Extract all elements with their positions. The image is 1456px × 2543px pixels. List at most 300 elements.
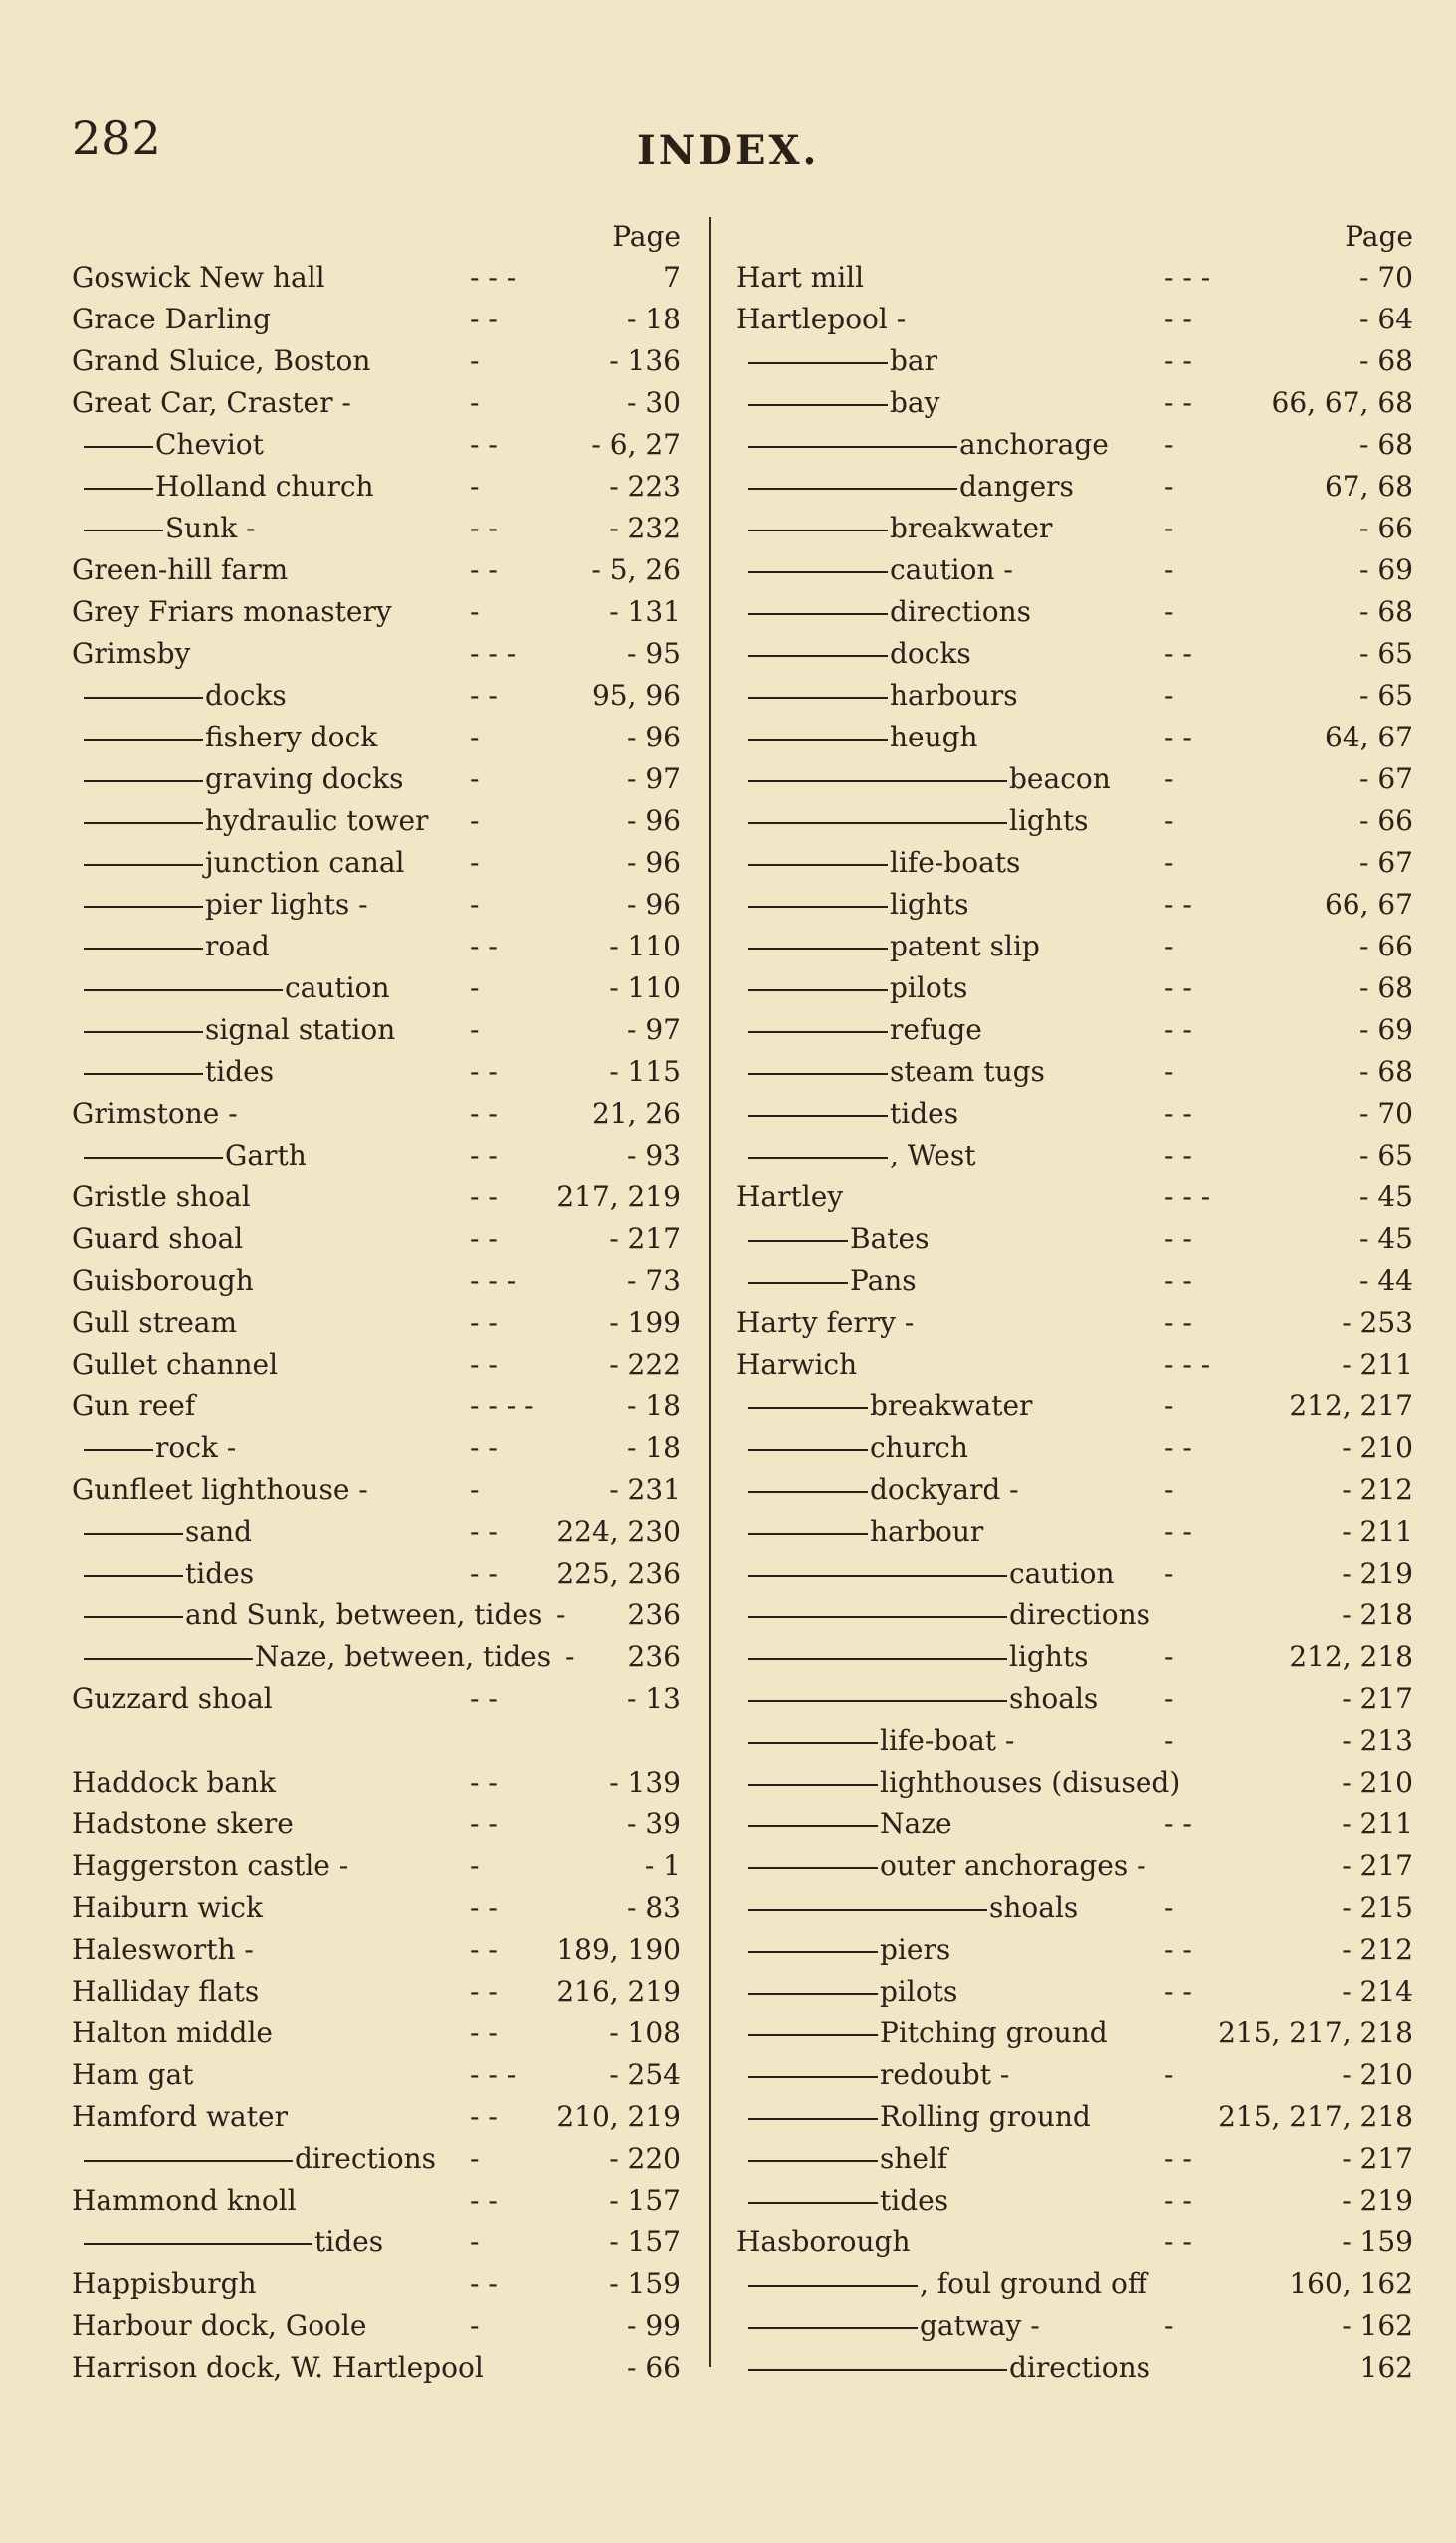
index-term-text: bay <box>890 386 940 419</box>
index-term-text: Halliday flats <box>72 1975 260 2008</box>
index-term-text: tides <box>890 1097 959 1130</box>
index-term-text: Haiburn wick <box>72 1891 263 1924</box>
index-entry <box>736 2138 1413 2180</box>
running-head: INDEX. <box>637 127 820 174</box>
ditto-dash <box>748 739 888 741</box>
leader-dashes: - - <box>1164 1975 1192 2008</box>
index-term-text: shelf <box>880 2142 948 2175</box>
index-entry <box>72 257 681 299</box>
page-reference: - 96 <box>627 888 681 921</box>
index-term <box>72 1887 263 1929</box>
ditto-dash <box>748 1407 868 1409</box>
ditto-dash <box>748 2034 878 2036</box>
index-entry <box>72 1385 681 1427</box>
leader-dashes: - - <box>470 2184 498 2217</box>
leader-dashes: - - <box>470 1097 498 1130</box>
page-reference: 95, 96 <box>591 679 681 712</box>
index-term <box>736 1176 843 1218</box>
page-reference: 67, 68 <box>1324 470 1413 503</box>
page-reference: - 211 <box>1342 1807 1413 1840</box>
page-reference: - 159 <box>1342 2225 1413 2258</box>
page-reference: - 231 <box>609 1473 681 1506</box>
ditto-dash <box>84 989 283 991</box>
index-term <box>72 1469 368 1511</box>
index-term <box>748 1093 958 1135</box>
leader-dashes: - <box>1164 846 1174 879</box>
index-term-text: Garth <box>225 1139 307 1171</box>
leader-dashes: - - <box>470 1891 498 1924</box>
index-term <box>748 1009 982 1051</box>
leader-dashes: - - <box>1164 971 1192 1004</box>
leader-dashes: - <box>1164 1724 1174 1757</box>
index-term-text: Guard shoal <box>72 1222 244 1255</box>
index-term-text: Harrison dock, W. Hartlepool <box>72 2351 484 2384</box>
index-term <box>748 758 1111 800</box>
ditto-dash <box>748 780 1007 782</box>
index-term-text: Grand Sluice, Boston <box>72 344 371 377</box>
index-term <box>84 508 256 549</box>
index-entry <box>72 633 681 675</box>
index-term <box>84 1553 254 1594</box>
index-term <box>748 382 939 424</box>
index-entry <box>736 508 1413 549</box>
ditto-dash <box>84 488 153 490</box>
leader-dashes: - <box>470 971 480 1004</box>
leader-dashes: - - - <box>470 637 517 670</box>
leader-dashes: - - <box>470 1348 498 1380</box>
index-entry <box>736 2180 1413 2222</box>
index-entry <box>736 2054 1413 2096</box>
page-reference: 189, 190 <box>556 1933 681 1966</box>
index-term <box>748 1218 929 1260</box>
index-term-text: caution <box>285 971 390 1004</box>
leader-dashes: - - <box>470 1557 498 1589</box>
index-entry <box>72 508 681 549</box>
index-term-text: Guisborough <box>72 1264 254 1297</box>
index-entry <box>72 967 681 1009</box>
ditto-dash <box>84 948 203 950</box>
index-entry <box>736 800 1413 842</box>
index-term <box>84 466 374 508</box>
index-entry <box>72 1971 681 2013</box>
ditto-dash <box>748 1700 1007 1702</box>
index-term-text: caution <box>1009 1557 1115 1589</box>
index-term-text: Pans <box>850 1264 917 1297</box>
index-term <box>72 1218 243 1260</box>
leader-dashes: - <box>1164 930 1174 962</box>
ditto-dash <box>84 1533 183 1535</box>
leader-dashes: - <box>470 804 480 837</box>
page-reference: - 215 <box>1342 1891 1413 1924</box>
index-term-text: outer anchorages - <box>880 1849 1146 1882</box>
index-term <box>72 2263 257 2305</box>
page-reference: - 157 <box>609 2184 681 2217</box>
page-reference: - 68 <box>1359 344 1413 377</box>
index-entry <box>72 1887 681 1929</box>
index-entry <box>72 758 681 800</box>
leader-dashes: - <box>470 2309 480 2342</box>
ditto-dash <box>84 906 203 908</box>
page-reference: - 65 <box>1359 637 1413 670</box>
index-term <box>72 1302 237 1344</box>
ditto-dash <box>84 2160 293 2162</box>
leader-dashes: - - <box>1164 2142 1192 2175</box>
index-term <box>84 2138 436 2180</box>
leader-dashes: - - <box>470 930 498 962</box>
leader-dashes: - - - - <box>470 1389 534 1422</box>
index-term-text: tides <box>185 1557 255 1589</box>
leader-dashes: - - <box>1164 344 1192 377</box>
leader-dashes: - - <box>1164 888 1192 921</box>
page-reference: - 131 <box>609 595 681 628</box>
page-reference: 64, 67 <box>1324 721 1413 753</box>
leader-dashes: - <box>1164 1557 1174 1589</box>
index-entry <box>736 1803 1413 1845</box>
index-term <box>736 2222 911 2263</box>
index-term <box>748 1427 968 1469</box>
index-entry <box>72 1427 681 1469</box>
leader-dashes: - <box>1164 470 1174 503</box>
leader-dashes: - - <box>470 1515 498 1548</box>
index-entry <box>72 2222 681 2263</box>
page-reference: - 18 <box>627 1389 681 1422</box>
page-reference: - 219 <box>1342 1557 1413 1589</box>
index-entry <box>72 2263 681 2305</box>
index-column-left <box>72 217 681 2389</box>
index-term-text: signal station <box>205 1013 396 1046</box>
page-reference: - 67 <box>1359 762 1413 795</box>
index-term-text: directions <box>1009 1598 1150 1631</box>
index-term-text: Gull stream <box>72 1306 238 1339</box>
index-entry <box>736 340 1413 382</box>
page-reference: - 66 <box>1359 804 1413 837</box>
page-reference: - 64 <box>1359 303 1413 335</box>
page-reference: 236 <box>627 1598 681 1631</box>
index-term <box>748 591 1031 633</box>
index-entry <box>72 340 681 382</box>
index-term-text: redoubt - <box>880 2058 1010 2091</box>
index-term <box>72 299 271 340</box>
index-term <box>84 1594 542 1636</box>
index-term <box>72 1344 278 1385</box>
index-term <box>72 1803 294 1845</box>
page-reference: - 69 <box>1359 553 1413 586</box>
leader-dashes: - <box>470 344 480 377</box>
index-entry <box>72 1678 681 1720</box>
index-entry <box>72 2180 681 2222</box>
index-term-text: Naze <box>880 1807 952 1840</box>
index-term <box>84 2222 383 2263</box>
index-entry <box>72 382 681 424</box>
page-reference: - 217 <box>609 1222 681 1255</box>
page-reference: - 45 <box>1359 1180 1413 1213</box>
page-reference: - 97 <box>627 762 681 795</box>
leader-dashes: - - <box>470 1222 498 1255</box>
index-term <box>748 2347 1150 2389</box>
ditto-dash <box>84 697 203 699</box>
index-term <box>748 967 967 1009</box>
index-entry <box>72 1009 681 1051</box>
leader-dashes: - - - <box>1164 261 1211 294</box>
index-term-text: junction canal <box>205 846 405 879</box>
index-entry <box>72 1636 681 1678</box>
page-reference: - 65 <box>1359 1139 1413 1171</box>
index-term-text: Gunfleet lighthouse - <box>72 1473 368 1506</box>
leader-dashes: - - <box>1164 386 1192 419</box>
page-reference: - 211 <box>1342 1515 1413 1548</box>
ditto-dash <box>748 989 888 991</box>
index-term <box>748 2096 1091 2138</box>
index-entry <box>736 2013 1413 2054</box>
page-reference: - 68 <box>1359 1055 1413 1088</box>
page-reference: - 68 <box>1359 428 1413 461</box>
index-term-text: directions <box>890 595 1031 628</box>
index-entry <box>736 1009 1413 1051</box>
leader-dashes: - <box>470 470 480 503</box>
leader-dashes: - <box>1164 553 1174 586</box>
page-reference: - 232 <box>609 512 681 544</box>
ditto-dash <box>748 571 888 573</box>
index-entry <box>72 1803 681 1845</box>
index-term-text: sand <box>185 1515 253 1548</box>
index-term <box>748 1385 1032 1427</box>
index-term <box>748 1678 1098 1720</box>
page-reference: - 45 <box>1359 1222 1413 1255</box>
index-column-right <box>736 217 1413 2389</box>
index-term-text: anchorage <box>959 428 1109 461</box>
index-entry <box>736 1594 1413 1636</box>
leader-dashes: - <box>1164 512 1174 544</box>
page-reference: - 210 <box>1342 2058 1413 2091</box>
page-reference: - 157 <box>609 2225 681 2258</box>
ditto-dash <box>748 1575 1007 1577</box>
index-term <box>748 466 1074 508</box>
ditto-dash <box>748 404 888 406</box>
index-entry <box>72 591 681 633</box>
page-reference: 210, 219 <box>556 2100 681 2133</box>
page-reference: - 13 <box>627 1682 681 1715</box>
ditto-dash <box>84 1575 183 1577</box>
index-term-text: directions <box>295 2142 436 2175</box>
index-term-text: fishery dock <box>205 721 378 753</box>
ditto-dash <box>748 2327 918 2329</box>
ditto-dash <box>748 530 888 531</box>
page-reference: - 30 <box>627 386 681 419</box>
page-reference: - 68 <box>1359 971 1413 1004</box>
index-term-text: hydraulic tower <box>205 804 429 837</box>
leader-dashes: - <box>470 2225 480 2258</box>
leader-dashes: - - <box>1164 1431 1192 1464</box>
ditto-dash <box>748 1658 1007 1660</box>
index-term-text: Gristle shoal <box>72 1180 251 1213</box>
leader-dashes: - - <box>1164 1222 1192 1255</box>
ditto-dash <box>84 2243 312 2245</box>
ditto-dash <box>748 1533 868 1535</box>
page-reference: - 210 <box>1342 1766 1413 1799</box>
index-term-text: life-boats <box>890 846 1021 879</box>
ditto-dash <box>84 1616 183 1618</box>
index-term <box>736 1302 914 1344</box>
index-term-text: Rolling ground <box>880 2100 1091 2133</box>
index-term-text: Halton middle <box>72 2016 273 2049</box>
index-term-text: Hartlepool - <box>736 303 907 335</box>
index-term <box>748 424 1109 466</box>
index-term-text: Hart mill <box>736 261 865 294</box>
page-reference: - 96 <box>627 804 681 837</box>
index-entry <box>736 1762 1413 1803</box>
index-entry <box>72 800 681 842</box>
index-entry <box>736 549 1413 591</box>
page-reference: 236 <box>627 1640 681 1673</box>
page-column-label: Page <box>612 220 681 253</box>
page-reference: 216, 219 <box>556 1975 681 2008</box>
leader-dashes: - <box>565 1640 575 1673</box>
index-term <box>748 1762 1180 1803</box>
index-term-text: rock - <box>155 1431 237 1464</box>
leader-dashes: - <box>1164 1473 1174 1506</box>
index-term-text: Grimsby <box>72 637 191 670</box>
index-entries-right <box>736 257 1413 2389</box>
index-entry <box>72 1929 681 1971</box>
page-column-label: Page <box>1345 220 1413 253</box>
leader-dashes: - - <box>1164 1807 1192 1840</box>
page-reference: - 214 <box>1342 1975 1413 2008</box>
leader-dashes: - - - <box>470 261 517 294</box>
index-term <box>72 2096 288 2138</box>
ditto-dash <box>748 1616 1007 1618</box>
page-reference: - 217 <box>1342 1682 1413 1715</box>
index-term-text: Cheviot <box>155 428 264 461</box>
column-divider <box>709 217 711 2367</box>
index-term-text: Halesworth - <box>72 1933 254 1966</box>
index-term-text: breakwater <box>870 1389 1033 1422</box>
index-term <box>748 1929 950 1971</box>
page-reference: - 44 <box>1359 1264 1413 1297</box>
page-reference: - 93 <box>627 1139 681 1171</box>
index-term <box>84 717 377 758</box>
index-entry <box>736 1720 1413 1762</box>
index-entry <box>736 1427 1413 1469</box>
index-entry <box>736 1636 1413 1678</box>
ditto-dash <box>748 948 888 950</box>
index-term-text: Hadstone skere <box>72 1807 294 1840</box>
leader-dashes: - - <box>470 1431 498 1464</box>
ditto-dash <box>748 1951 878 1953</box>
index-entry <box>736 926 1413 967</box>
index-term-text: graving docks <box>205 762 404 795</box>
index-term <box>72 1971 259 2013</box>
index-term <box>748 1803 952 1845</box>
ditto-dash <box>748 488 957 490</box>
index-entry <box>72 2096 681 2138</box>
index-term <box>72 2347 484 2389</box>
ditto-dash <box>84 864 203 866</box>
index-entry <box>72 2054 681 2096</box>
leader-dashes: - - - <box>470 2058 517 2091</box>
leader-dashes: - - - <box>1164 1348 1211 1380</box>
index-entry <box>72 926 681 967</box>
index-term <box>72 2180 297 2222</box>
index-term <box>72 382 351 424</box>
leader-dashes: - - <box>1164 2225 1192 2258</box>
page-reference: - 199 <box>609 1306 681 1339</box>
ditto-dash <box>84 530 163 531</box>
index-term-text: docks <box>205 679 287 712</box>
index-term-text: beacon <box>1009 762 1111 795</box>
page-reference: 66, 67, 68 <box>1271 386 1413 419</box>
index-entry <box>736 1845 1413 1887</box>
index-term <box>72 1845 348 1887</box>
page-reference: - 6, 27 <box>591 428 681 461</box>
leader-dashes: - - <box>470 428 498 461</box>
index-term <box>84 424 264 466</box>
ditto-dash <box>748 697 888 699</box>
leader-dashes: - - <box>1164 1139 1192 1171</box>
index-term-text: harbour <box>870 1515 984 1548</box>
leader-dashes: - - <box>470 1933 498 1966</box>
ditto-dash <box>748 1157 888 1159</box>
index-term <box>84 1636 551 1678</box>
index-entry <box>72 884 681 926</box>
ditto-dash <box>748 613 888 615</box>
index-term <box>84 1511 252 1553</box>
index-term <box>748 926 1040 967</box>
index-term <box>748 508 1052 549</box>
page-reference: - 253 <box>1342 1306 1413 1339</box>
index-entry <box>72 1344 681 1385</box>
index-entry <box>72 842 681 884</box>
leader-dashes: - - <box>470 512 498 544</box>
index-term <box>84 758 403 800</box>
leader-dashes: - <box>1164 1682 1174 1715</box>
index-term-text: breakwater <box>890 512 1053 544</box>
index-term-text: patent slip <box>890 930 1040 962</box>
index-term-text: Harwich <box>736 1348 858 1380</box>
index-term-text: refuge <box>890 1013 982 1046</box>
index-entry <box>736 382 1413 424</box>
ditto-dash <box>84 1073 203 1075</box>
page-reference: - 110 <box>609 971 681 1004</box>
page-reference: 66, 67 <box>1324 888 1413 921</box>
ditto-dash <box>84 822 203 824</box>
index-term-text: Pitching ground <box>880 2016 1108 2049</box>
leader-dashes: - <box>470 1013 480 1046</box>
leader-dashes: - <box>470 2142 480 2175</box>
index-entry <box>736 591 1413 633</box>
index-entry <box>72 1845 681 1887</box>
leader-dashes: - - <box>470 1055 498 1088</box>
ditto-dash <box>748 1909 987 1911</box>
leader-dashes: - - <box>470 2016 498 2049</box>
index-entry <box>72 1260 681 1302</box>
index-entry <box>736 967 1413 1009</box>
index-term-text: and Sunk, between, tides <box>185 1598 543 1631</box>
leader-dashes: - - <box>470 1180 498 1213</box>
index-entry <box>736 2263 1413 2305</box>
index-term-text: Grimstone - <box>72 1097 238 1130</box>
index-entry <box>72 1135 681 1176</box>
index-term-text: lights <box>890 888 969 921</box>
page-reference: - 66 <box>1359 930 1413 962</box>
leader-dashes: - - - <box>470 1264 517 1297</box>
index-entry <box>736 257 1413 299</box>
page-reference: - 96 <box>627 721 681 753</box>
index-term <box>748 549 1013 591</box>
index-term-text: , West <box>890 1139 976 1171</box>
index-term-text: Ham gat <box>72 2058 194 2091</box>
index-term <box>748 1135 976 1176</box>
index-entry <box>736 633 1413 675</box>
